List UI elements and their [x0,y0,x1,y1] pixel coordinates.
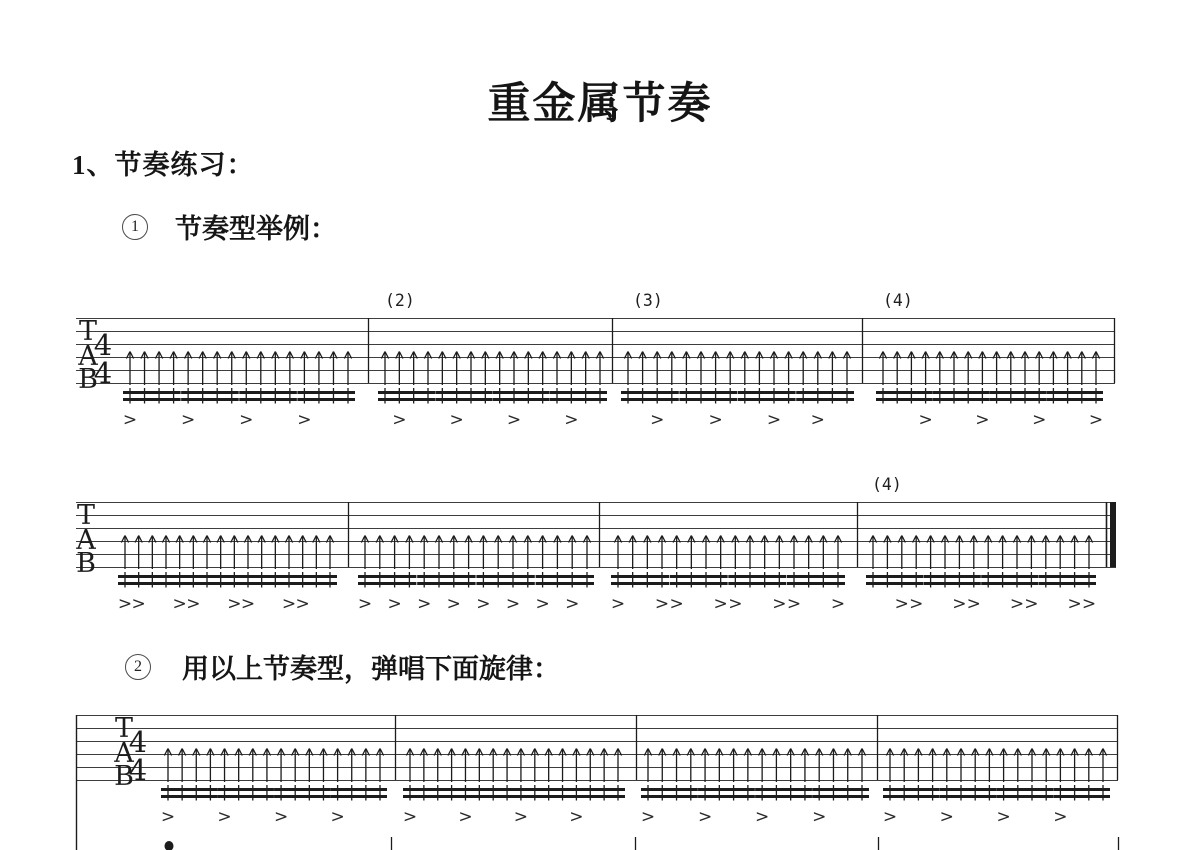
sixteenth-beam-group [514,785,570,801]
strum-up-arrows [126,352,351,386]
accent-mark: > [239,410,254,430]
accent-mark: > [281,594,297,614]
accent-mark: > [952,594,967,614]
rhythm-example-staff-2 [75,475,1116,614]
sixteenth-beam-group [181,388,239,404]
sixteenth-beam-group [378,388,435,404]
sixteenth-beam-group [670,572,728,588]
sixteenth-beam-group [358,572,416,588]
sixteenth-beam-group [118,572,173,588]
sixteenth-beam-group [536,572,594,588]
sixteenth-beam-group [218,785,274,801]
measure-number-label: (2) [385,291,415,310]
accent-mark: > [1088,410,1104,430]
sixteenth-beam-group [611,572,669,588]
sixteenth-beam-group [435,388,492,404]
tab-clef-letter: B [76,548,96,579]
sixteenth-beam-group [1053,785,1110,801]
measure [378,352,607,431]
next-system-fragment [165,837,1119,850]
accent-mark: > [713,594,728,614]
tab-clef-letter: B [114,761,134,792]
sixteenth-beam-group [173,572,228,588]
accent-mark: > [786,594,802,614]
sixteenth-beam-group [569,785,625,801]
accent-mark: > [975,410,990,430]
tab-clef-letter: B [78,364,98,395]
measure [611,536,845,615]
sixteenth-beam-group [476,572,534,588]
time-signature-digit: 4 [93,356,113,390]
sixteenth-beam-group [738,388,796,404]
sixteenth-beam-group [493,388,550,404]
accent-mark: > [1024,594,1039,614]
measure-number-label: (4) [883,291,913,310]
sixteenth-beam-group [997,785,1054,801]
sixteenth-beam-group [933,388,990,404]
accent-mark: > [449,410,464,430]
sixteenth-beam-group [796,388,854,404]
sixteenth-beam-group [274,785,330,801]
strum-up-arrows [624,352,850,386]
melody-staff [76,713,1118,850]
item-text: 节奏型举例： [175,214,337,244]
accent-mark: > [996,807,1011,827]
accent-mark: > [650,410,665,430]
accent-mark: > [131,594,146,614]
accent-mark: > [728,594,743,614]
accent-mark: > [295,594,310,614]
accent-mark: > [569,807,584,827]
accent-mark: > [830,594,846,614]
measure [123,352,355,431]
accent-mark: > [966,594,981,614]
accent-mark: > [1067,594,1082,614]
accent-mark: > [772,594,787,614]
accent-mark: > [708,410,723,430]
measure [641,749,869,828]
time-signature-digit: 4 [93,328,113,362]
accent-mark: > [505,594,521,614]
strum-up-arrows [381,352,603,386]
sixteenth-beam-group [403,785,459,801]
strum-up-arrows [614,536,841,570]
accent-mark: > [810,410,825,430]
strum-up-arrows [869,536,1092,570]
accent-mark: > [1009,594,1025,614]
sixteenth-beam-group [755,785,812,801]
tab-clef-letter: A [114,738,134,769]
tab-clef-letter: A [78,341,98,372]
accent-mark: > [766,410,782,430]
sixteenth-beam-group [123,388,181,404]
section-heading: 1、节奏练习： [72,150,255,180]
accent-mark: > [117,594,133,614]
sixteenth-beam-group [550,388,607,404]
accent-mark: > [654,594,670,614]
sixteenth-beam-group [679,388,737,404]
accent-mark: > [535,594,550,614]
accent-mark: > [918,410,933,430]
measure [621,352,854,431]
accent-mark: > [273,807,289,827]
sixteenth-beam-group [698,785,755,801]
tab-clef-letter: T [76,500,96,531]
accent-mark: > [513,807,529,827]
accent-mark: > [446,594,461,614]
measure [876,352,1103,431]
sixteenth-beam-group [621,388,679,404]
sixteenth-beam-group [1046,388,1103,404]
sixteenth-beam-group [239,388,297,404]
measure [161,749,387,828]
accent-mark: > [939,807,954,827]
accent-mark: > [640,807,656,827]
accent-mark: > [755,807,770,827]
strum-up-arrows [879,352,1099,386]
sixteenth-beam-group [876,388,933,404]
sixteenth-beam-group [331,785,387,801]
item-number: 2 [134,657,142,675]
accent-mark: > [669,594,684,614]
sixteenth-beam-group [297,388,355,404]
sixteenth-beam-group [227,572,282,588]
sixteenth-beam-group [1039,572,1096,588]
accent-mark: > [476,594,491,614]
accent-mark: > [812,807,827,827]
staff-lines [76,716,1118,781]
sixteenth-beam-group [417,572,475,588]
sixteenth-beam-group [458,785,514,801]
accent-mark: > [697,807,713,827]
measure [403,749,625,828]
tab-clef-letter: A [76,525,96,556]
tab-clef-letter: T [114,713,134,744]
final-thick-barline [1110,502,1116,567]
strum-up-arrows [121,536,333,570]
sixteenth-beam-group [883,785,940,801]
sixteenth-beam-group [940,785,997,801]
sixteenth-beam-group [161,785,217,801]
sixteenth-beam-group [990,388,1047,404]
accent-mark: > [417,594,432,614]
accent-mark: > [1053,807,1068,827]
time-signature-digit: 4 [128,725,148,759]
rhythm-example-staff-1 [76,291,1115,430]
accent-mark: > [1081,594,1097,614]
sixteenth-beam-group [812,785,869,801]
measure [883,749,1110,828]
strum-up-arrows [164,749,383,783]
sixteenth-beam-group [924,572,981,588]
accent-mark: > [330,807,345,827]
item-text: 用以上节奏型，弹唱下面旋律： [182,654,560,684]
strum-up-arrows [886,749,1106,783]
sixteenth-beam-group [728,572,786,588]
accent-mark: > [392,410,407,430]
accent-mark: > [402,807,418,827]
sixteenth-beam-group [981,572,1038,588]
measure-number-label: (3) [633,291,663,310]
tab-clef-letter: T [78,316,98,347]
strum-up-arrows [361,536,590,570]
accent-mark: > [217,807,232,827]
time-signature-digit: 4 [128,753,148,787]
strum-up-arrows [406,749,621,783]
sixteenth-beam-group [866,572,923,588]
accent-mark: > [610,594,626,614]
measure-number-label: (4) [872,475,902,494]
accent-mark: > [506,410,522,430]
accent-mark: > [160,807,176,827]
page-title: 重金属节奏 [487,81,713,128]
accent-mark: > [909,594,924,614]
strum-up-arrows [644,749,865,783]
accent-mark: > [882,807,898,827]
accent-mark: > [186,594,201,614]
measure [358,536,594,615]
accent-mark: > [565,594,580,614]
accent-mark: > [297,410,312,430]
accent-mark: > [122,410,138,430]
item-number: 1 [131,217,139,235]
measure [118,536,337,615]
accent-mark: > [172,594,187,614]
accent-mark: > [181,410,196,430]
accent-mark: > [564,410,579,430]
accent-mark: > [227,594,242,614]
sixteenth-beam-group [787,572,845,588]
accent-mark: > [894,594,909,614]
accent-mark: > [1032,410,1047,430]
accent-mark: > [240,594,256,614]
accent-mark: > [357,594,373,614]
sixteenth-beam-group [282,572,337,588]
notehead-fragment [165,841,174,850]
accent-mark: > [458,807,473,827]
accent-mark: > [387,594,402,614]
measure [866,536,1096,615]
sixteenth-beam-group [641,785,698,801]
